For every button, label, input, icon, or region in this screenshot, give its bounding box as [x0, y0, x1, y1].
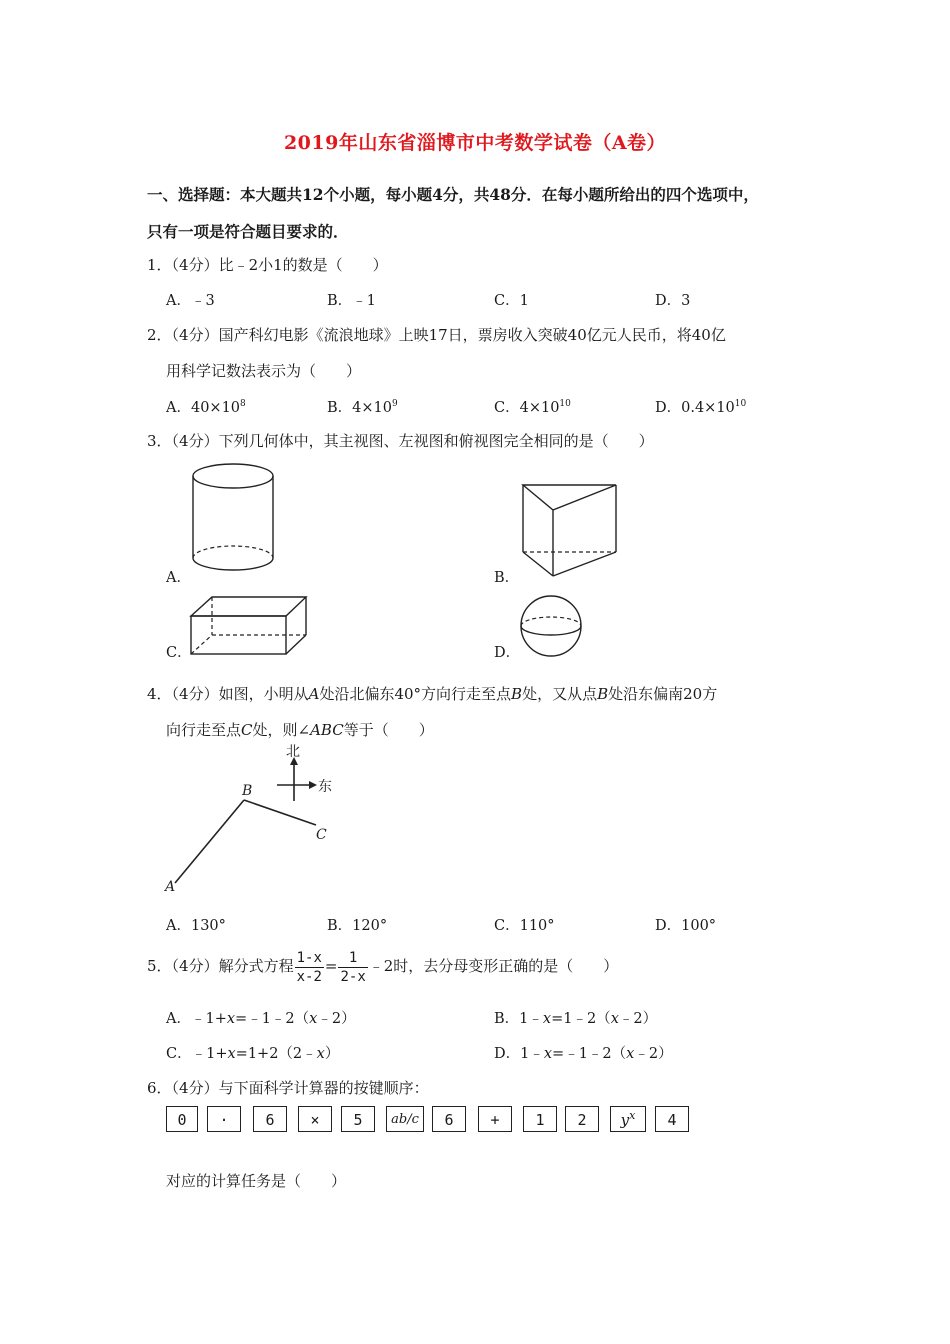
q1-text: 1．（4分）比﹣2小1的数是（ ）: [147, 256, 388, 274]
point-c-label: C: [316, 827, 327, 843]
q2-option-a: A．$40\times 10^8$: [166, 399, 246, 416]
q2-line1: 2．（4分）国产科幻电影《流浪地球》上映17日，票房收入突破40亿元人民币，将40亿: [147, 326, 726, 344]
q3-option-a: A．: [166, 570, 191, 586]
q4-option-a: A．130°: [166, 918, 226, 934]
calc-key-multiply: ×: [298, 1106, 332, 1132]
calc-key-dot: ·: [207, 1106, 241, 1132]
q2-option-b: B．$4\times 10^9$: [327, 399, 398, 416]
point-b-label: B: [242, 783, 253, 799]
calc-key-5: 5: [341, 1106, 375, 1132]
q3-text: 3．（4分）下列几何体中，其主视图、左视图和俯视图完全相同的是（ ）: [147, 432, 654, 450]
q2-option-d: D．$0.4\times 10^{10}$: [655, 399, 747, 416]
q5-option-c: C．﹣1+x=1+2（2﹣x）: [166, 1046, 340, 1062]
q4-option-c: C．110°: [494, 918, 555, 934]
calc-key-2: 2: [565, 1106, 599, 1132]
q5-fraction-1: $\frac{1-x}{x-2}$: [296, 949, 322, 985]
q1-option-b: B．﹣1: [327, 293, 376, 309]
q4-line2: 向行走至点C处，则∠ABC等于（ ）: [166, 721, 434, 739]
calc-key-ab-c: ab/c: [386, 1106, 424, 1132]
q4-option-d: D．100°: [655, 918, 717, 934]
q3-option-c: C．: [166, 645, 192, 661]
calc-key-4: 4: [655, 1106, 689, 1132]
calc-key-6b: 6: [432, 1106, 466, 1132]
q3-option-b: B．: [494, 570, 520, 586]
q6-text: 6．（4分）与下面科学计算器的按键顺序：: [147, 1079, 429, 1097]
q3-option-d: D．: [494, 645, 521, 661]
q5-option-d: D．1﹣x=﹣1﹣2（x﹣2）: [494, 1046, 673, 1062]
q5-text: 5．（4分）解分式方程 $\frac{1-x}{x-2}$ = $\frac{1}{2-x}$ ﹣2时，去分母变形正确的是（ ）: [147, 949, 619, 985]
section-heading-line1: 一、选择题：本大题共12个小题，每小题4分，共48分．在每小题所给出的四个选项中，: [147, 185, 759, 204]
direction-diagram: [160, 745, 360, 895]
calc-key-1: 1: [523, 1106, 557, 1132]
sphere-figure: [518, 594, 588, 658]
q2-option-c: C．$4\times 10^{10}$: [494, 399, 571, 416]
cuboid-figure: [188, 594, 313, 659]
calc-key-0: 0: [166, 1106, 198, 1132]
cylinder-figure: [190, 462, 280, 582]
q5-option-a: A．﹣1+x=﹣1﹣2（x﹣2）: [166, 1011, 356, 1027]
calc-key-plus: +: [478, 1106, 512, 1132]
page-title: 2019年山东省淄博市中考数学试卷（A卷）: [283, 132, 667, 154]
q5-option-b: B．1﹣x=1﹣2（x﹣2）: [494, 1011, 658, 1027]
q4-line1: 4．（4分）如图，小明从A处沿北偏东40°方向行走至点B处，又从点B处沿东偏南20方: [147, 685, 718, 703]
q2-line2: 用科学记数法表示为（ ）: [166, 362, 362, 380]
q1-option-c: C．1: [494, 293, 529, 309]
east-label: 东: [318, 779, 332, 795]
q4-option-b: B．120°: [327, 918, 388, 934]
calc-key-6: 6: [253, 1106, 287, 1132]
q5-fraction-2: $\frac{1}{2-x}$: [340, 949, 366, 985]
q6-footer: 对应的计算任务是（ ）: [166, 1172, 347, 1190]
north-label: 北: [286, 744, 300, 760]
calc-key-power: $y^x$: [610, 1106, 646, 1132]
section-heading-line2: 只有一项是符合题目要求的．: [147, 222, 349, 241]
point-a-label: A: [165, 879, 176, 895]
q1-option-a: A．﹣3: [166, 293, 215, 309]
triangular-prism-figure: [520, 480, 620, 580]
q1-option-d: D．3: [655, 293, 691, 309]
